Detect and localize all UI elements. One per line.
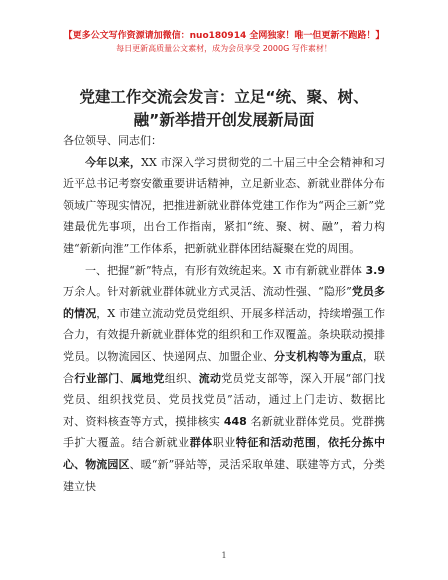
text-run: 万余人。针对新就业群体就业方式灵活、流动性强、“隐形” — [63, 285, 352, 299]
bold-number: 3.9 — [365, 263, 385, 277]
text-run: 、 — [119, 371, 131, 385]
paragraph-intro-text: XX 市深入学习贯彻党的二十届三中全会精神和习近平总书记考察安徽重要讲话精神，立足新业态、新就业群体分布领域广等现实情况，把推进新就业群体党建工作作为“两企三新”党建最优先事项，出台工作指南，紧扣“统、聚、树、融”，着力构建“新新向淮”工作体系，把新就业群体团结凝聚在党的周围。 — [63, 155, 385, 255]
text-run: ，联合 — [63, 349, 386, 385]
text-run: 职业 — [212, 436, 236, 450]
text-run: 名新就业群体党员。党群携手扩大覆盖。结合新就业 — [63, 414, 386, 450]
bold-run: 党员多的情况 — [63, 285, 386, 320]
greeting: 各位领导、同志们： — [63, 134, 162, 147]
bold-run: 行业部门 — [74, 371, 120, 385]
text-run: 组织、 — [164, 371, 199, 385]
bold-run: 分支机构等为重点 — [274, 349, 363, 363]
bold-run: 特征和活动范围 — [235, 436, 317, 450]
text-run: 一、把握“新”特点，有形有效统起来。X 市有新就业群体 — [85, 263, 366, 277]
bold-run: 流动 — [198, 371, 222, 385]
paragraph-intro-lead: 今年以来， — [85, 155, 142, 169]
bold-run: 属地党 — [130, 371, 165, 385]
promo-banner-line2: 每日更新高质量公文素材，成为会员享受 2000G 写作素材！ — [116, 44, 332, 53]
text-run: 、暖“新”驿站等，灵活采取单建、联建等方式，分类建立快 — [63, 457, 386, 493]
document-title-line1: 党建工作交流会发言：立足“统、聚、树、 — [79, 88, 369, 106]
text-run: ， — [316, 436, 328, 450]
document-body — [63, 130, 385, 497]
document-title — [0, 86, 448, 132]
bold-run: 群体 — [189, 436, 213, 450]
bold-number: 448 — [223, 414, 247, 428]
promo-banner — [0, 30, 448, 55]
bold-run: 依托分拣中心、物流园区 — [63, 436, 386, 471]
document-title-line2: 融”新举措开创发展新局面 — [133, 111, 315, 129]
paragraph-intro — [63, 152, 385, 260]
text-run: ，X 市建立流动党员党组织、开展多样活动，持续增强工作合力，有效提升新就业群体党的组织和工作双覆盖。条块联动摸排党员。以物流园区、快递网点、加盟企业、 — [63, 306, 386, 363]
page-number: 1 — [221, 551, 227, 560]
paragraph-section-one — [63, 260, 385, 498]
promo-banner-line1: 【更多公文写作资源请加微信：nuo180914 全网独家！唯一但更新不跑路！】 — [63, 31, 385, 41]
text-run: 党员党支部等，深入开展“部门找党员、组织找党员、党员找党员”活动，通过上门走访、数据比对、资料核查等方式，摸排核实 — [63, 371, 386, 428]
